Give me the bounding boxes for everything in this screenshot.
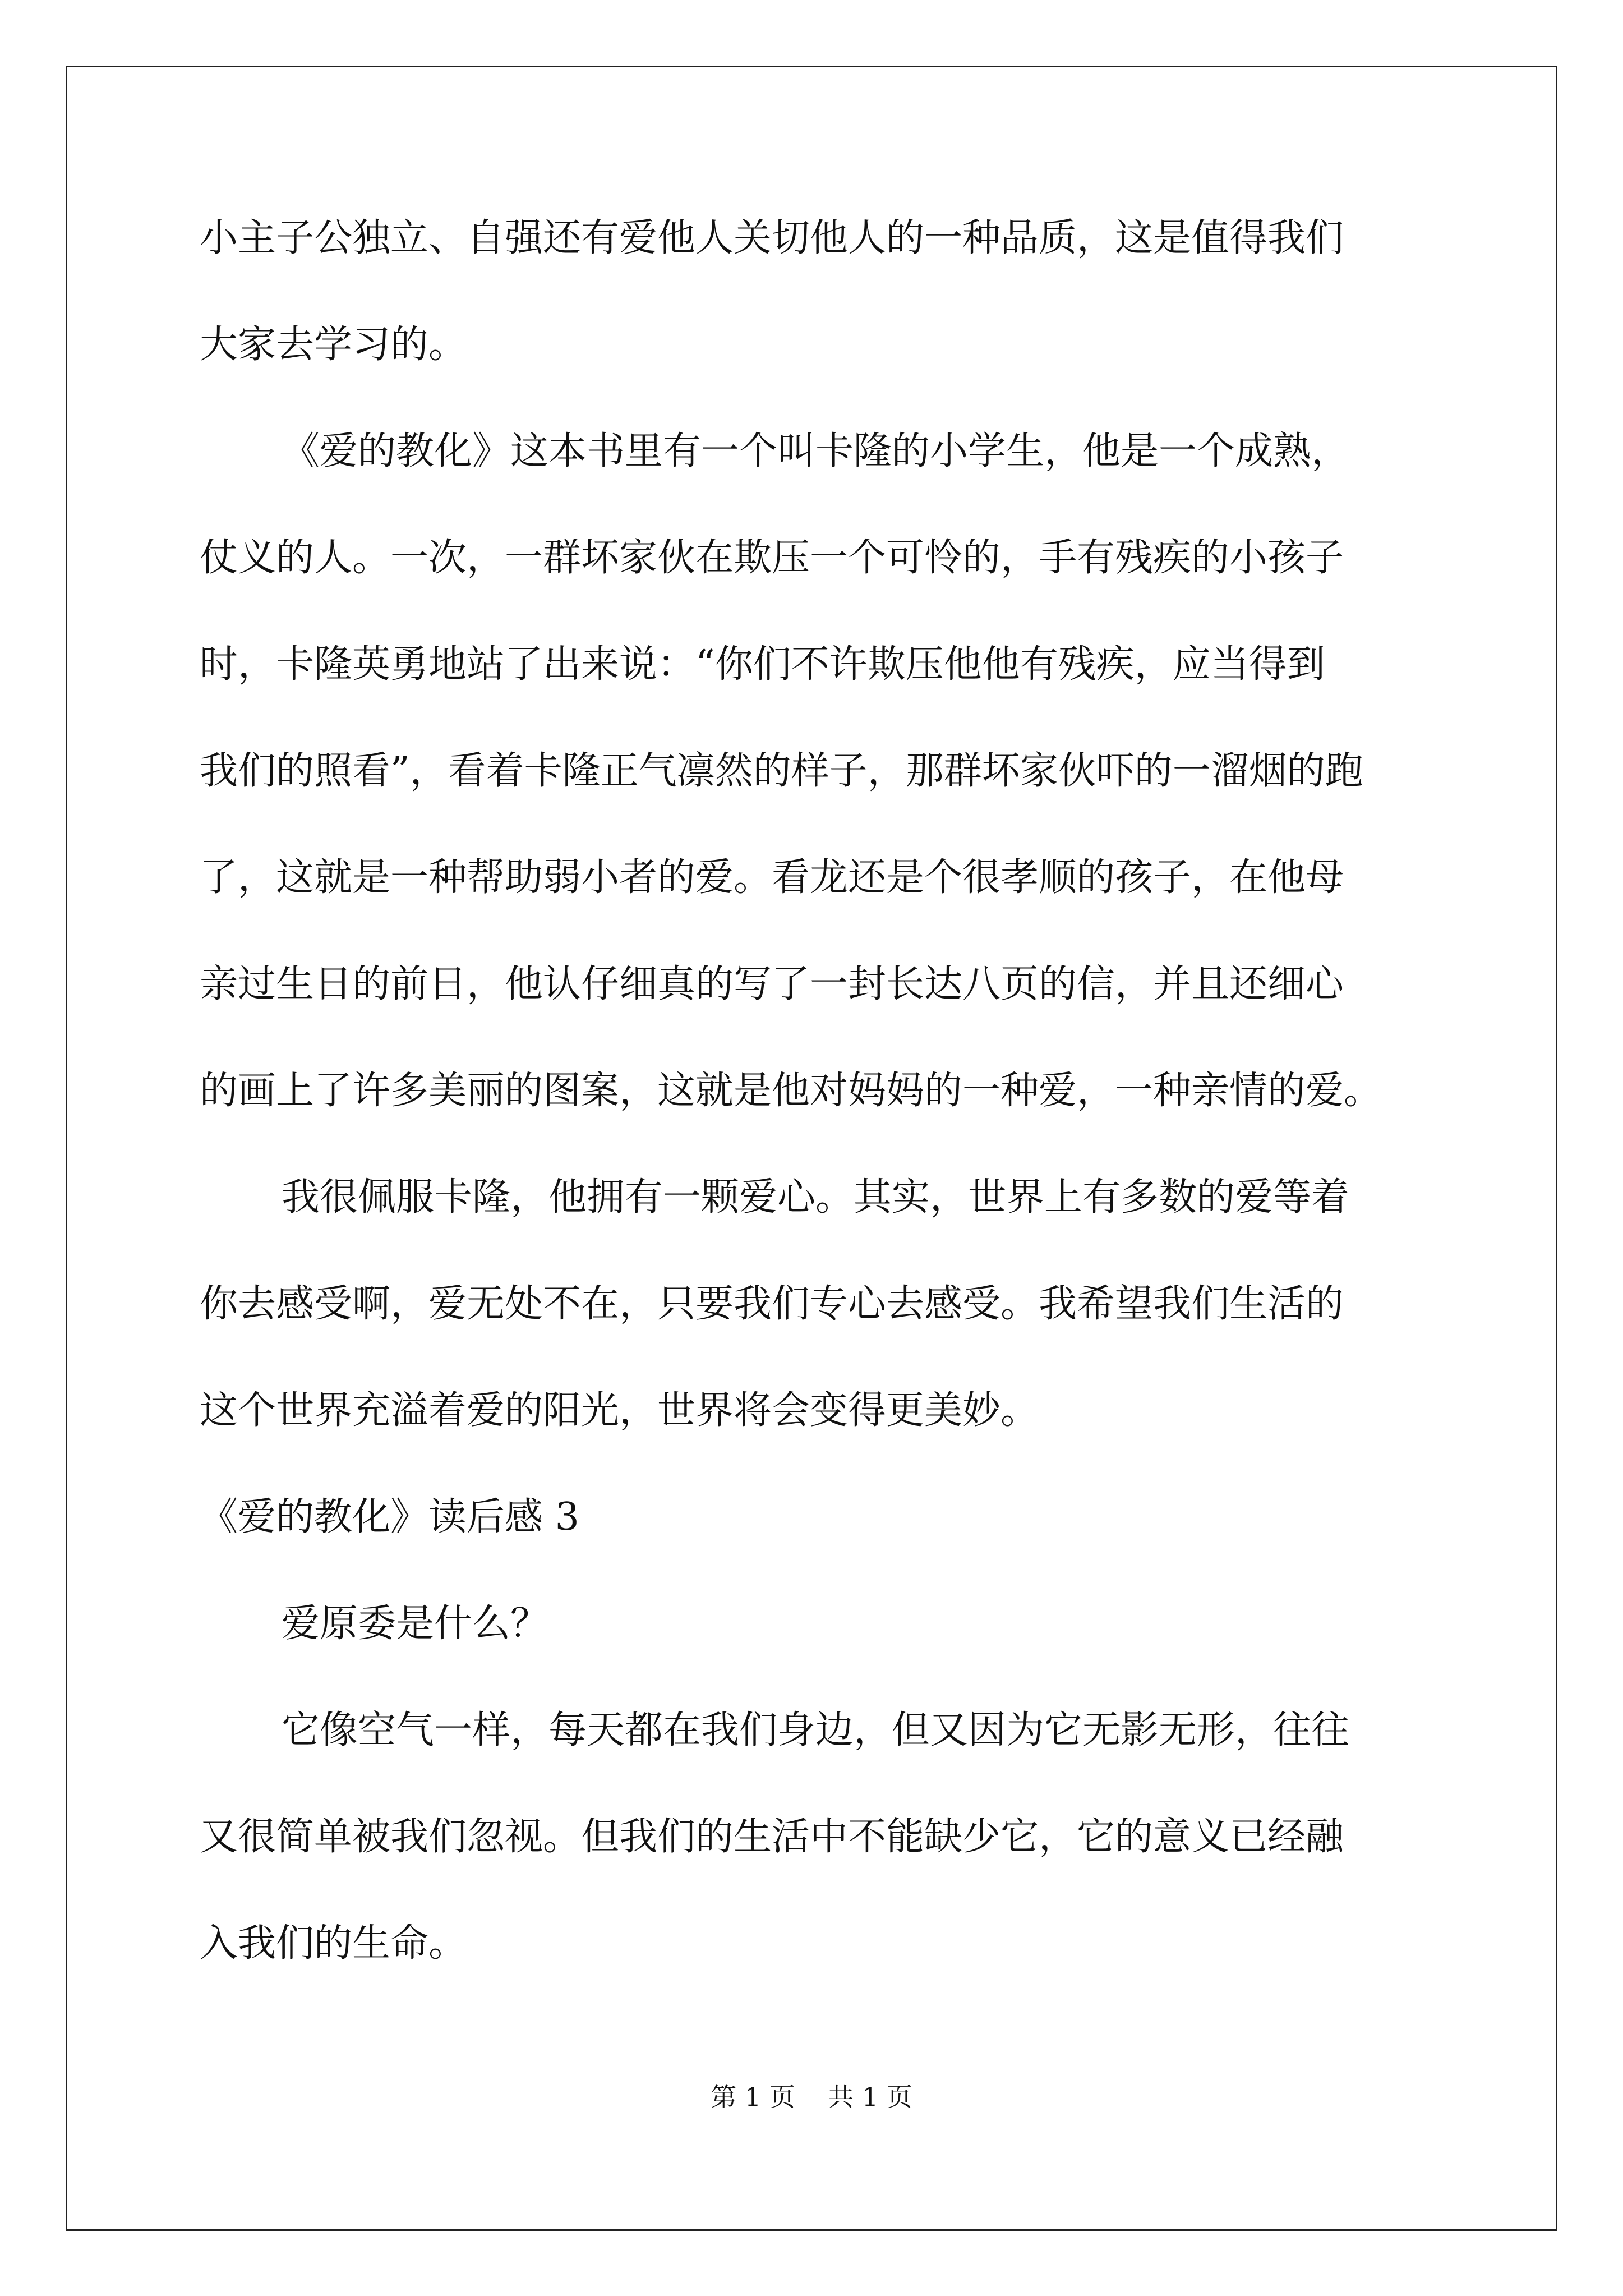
paragraph-line: 这个世界充溢着爱的阳光，世界将会变得更美妙。: [200, 1388, 1039, 1433]
paragraph-line: 你去感受啊，爱无处不在，只要我们专心去感受。我希望我们生活的: [200, 1282, 1344, 1326]
section-heading: 《爱的教化》读后感 3: [200, 1495, 579, 1539]
page-footer: 第 1 页 共 1 页: [711, 2082, 912, 2112]
paragraph-line: 的画上了许多美丽的图案，这就是他对妈妈的一种爱，一种亲情的爱。: [200, 1069, 1382, 1113]
paragraph-line: 仗义的人。一次，一群坏家伙在欺压一个可怜的，手有残疾的小孩子: [200, 536, 1344, 580]
paragraph-line: 大家去学习的。: [200, 323, 467, 367]
paragraph-line: 亲过生日的前日，他认仔细真的写了一封长达八页的信，并且还细心: [200, 962, 1344, 1006]
paragraph-line: 时，卡隆英勇地站了出来说：“你们不许欺压他他有残疾，应当得到: [200, 642, 1325, 687]
paragraph-line: 又很简单被我们忽视。但我们的生活中不能缺少它，它的意义已经融: [200, 1815, 1344, 1859]
paragraph-line: 了，这就是一种帮助弱小者的爱。看龙还是个很孝顺的孩子，在他母: [200, 855, 1344, 900]
paragraph-line: 《爱的教化》这本书里有一个叫卡隆的小学生，他是一个成熟，: [282, 429, 1350, 473]
paragraph-line: 我们的照看”，看着卡隆正气凛然的样子，那群坏家伙吓的一溜烟的跑: [200, 749, 1363, 793]
paragraph-line: 爱原委是什么？: [282, 1602, 549, 1646]
paragraph-line: 入我们的生命。: [200, 1921, 467, 1966]
paragraph-line: 它像空气一样，每天都在我们身边，但又因为它无影无形，往往: [282, 1708, 1350, 1752]
paragraph-line: 小主子公独立、自强还有爱他人关切他人的一种品质，这是值得我们: [200, 216, 1344, 260]
paragraph-line: 我很佩服卡隆，他拥有一颗爱心。其实，世界上有多数的爱等着: [282, 1175, 1350, 1220]
page-border: [66, 66, 1557, 2231]
